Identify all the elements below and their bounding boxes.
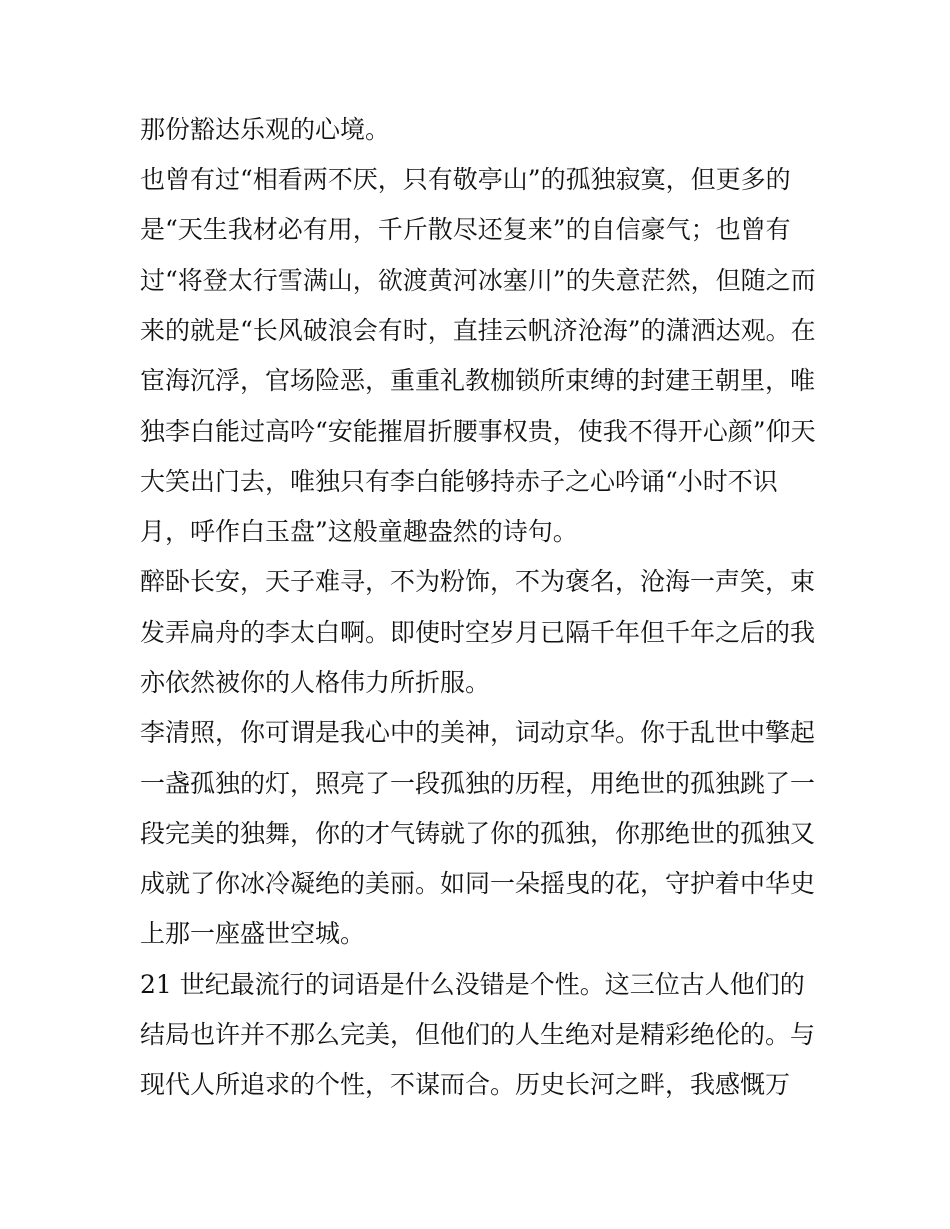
text-line: 成就了你冰冷凝绝的美丽。如同一朵摇曳的花，守护着中华史	[140, 869, 816, 898]
text-line: 醉卧长安，天子难寻，不为粉饰，不为褒名，沧海一声笑，束	[140, 567, 816, 596]
text-line: 来的就是“长风破浪会有时，直挂云帆济沧海”的潇洒达观。在	[140, 316, 816, 345]
text-line: 发弄扁舟的李太白啊。即使时空岁月已隔千年但千年之后的我	[140, 618, 816, 647]
text-line: 也曾有过“相看两不厌，只有敬亭山”的孤独寂寞，但更多的	[140, 165, 791, 194]
text-line: 月，呼作白玉盘”这般童趣盎然的诗句。	[140, 517, 578, 546]
text-line: 李清照，你可谓是我心中的美神，词动京华。你于乱世中擎起	[140, 718, 816, 747]
text-line: 大笑出门去，唯独只有李白能够持赤子之心吟诵“小时不识	[140, 467, 778, 496]
text-line: 结局也许并不那么完美，但他们的人生绝对是精彩绝伦的。与	[140, 1020, 816, 1049]
text-line: 独李白能过高吟“安能摧眉折腰事权贵，使我不得开心颜”仰天	[140, 417, 816, 446]
text-line: 上那一座盛世空城。	[140, 919, 366, 948]
text-line: 21 世纪最流行的词语是什么没错是个性。这三位古人他们的	[140, 970, 805, 999]
text-line: 亦依然被你的人格伟力所折服。	[140, 668, 491, 697]
text-line: 现代人所追求的个性，不谋而合。历史长河之畔，我感慨万	[140, 1070, 791, 1099]
text-line: 一盏孤独的灯，照亮了一段孤独的历程，用绝世的孤独跳了一	[140, 769, 816, 798]
text-line: 过“将登太行雪满山，欲渡黄河冰塞川”的失意茫然，但随之而	[140, 266, 816, 295]
text-line: 是“天生我材必有用，千斤散尽还复来”的自信豪气；也曾有	[140, 215, 791, 244]
text-line: 段完美的独舞，你的才气铸就了你的孤独，你那绝世的孤独又	[140, 819, 816, 848]
text-line: 那份豁达乐观的心境。	[140, 115, 391, 144]
text-line: 宦海沉浮，官场险恶，重重礼教枷锁所束缚的封建王朝里，唯	[140, 366, 816, 395]
